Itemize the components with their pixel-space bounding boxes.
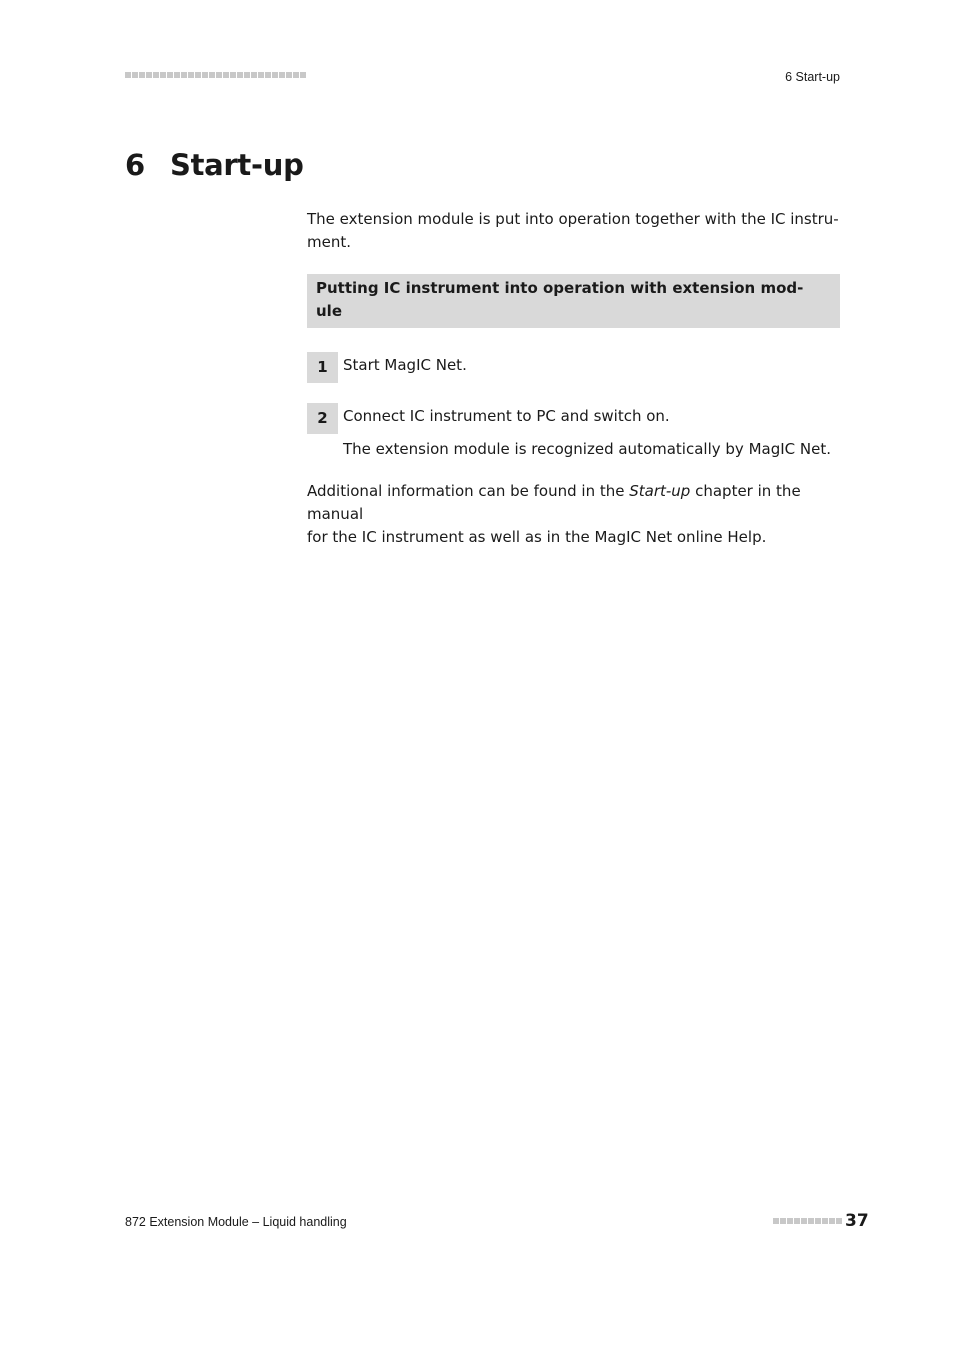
decorative-square (216, 72, 222, 78)
decorative-square (272, 72, 278, 78)
decorative-square (265, 72, 271, 78)
intro-line-2: ment. (307, 233, 351, 251)
footer-document-title: 872 Extension Module – Liquid handling (125, 1215, 347, 1229)
decorative-square (244, 72, 250, 78)
step-number-1: 1 (307, 352, 338, 383)
decorative-square (300, 72, 306, 78)
additional-line-2: for the IC instrument as well as in the MagIC Net online Help. (307, 528, 767, 546)
decorative-square (787, 1218, 793, 1224)
header-decoration (125, 72, 306, 78)
decorative-square (286, 72, 292, 78)
additional-emphasis: Start-up (629, 482, 691, 500)
decorative-square (139, 72, 145, 78)
decorative-square (146, 72, 152, 78)
step-text-2: Connect IC instrument to PC and switch on. (343, 407, 670, 425)
decorative-square (822, 1218, 828, 1224)
chapter-title-text: Start-up (170, 148, 304, 182)
decorative-square (174, 72, 180, 78)
procedure-title-line-2: ule (316, 302, 342, 320)
decorative-square (160, 72, 166, 78)
chapter-number: 6 (125, 148, 145, 182)
decorative-square (251, 72, 257, 78)
decorative-square (202, 72, 208, 78)
decorative-square (188, 72, 194, 78)
running-head: 6 Start-up (785, 70, 840, 84)
decorative-square (293, 72, 299, 78)
decorative-square (279, 72, 285, 78)
decorative-square (237, 72, 243, 78)
decorative-square (132, 72, 138, 78)
intro-line-1: The extension module is put into operation together with the IC instru- (307, 210, 839, 228)
decorative-square (258, 72, 264, 78)
decorative-square (153, 72, 159, 78)
decorative-square (181, 72, 187, 78)
decorative-square (230, 72, 236, 78)
decorative-square (808, 1218, 814, 1224)
decorative-square (125, 72, 131, 78)
decorative-square (801, 1218, 807, 1224)
decorative-square (836, 1218, 842, 1224)
decorative-square (223, 72, 229, 78)
decorative-square (209, 72, 215, 78)
decorative-square (195, 72, 201, 78)
decorative-square (167, 72, 173, 78)
step-text-1: Start MagIC Net. (343, 356, 467, 374)
procedure-heading (307, 274, 840, 328)
footer-decoration (773, 1218, 842, 1224)
page-number: 37 (845, 1211, 869, 1231)
decorative-square (794, 1218, 800, 1224)
chapter-title (125, 148, 304, 182)
additional-after: chapter in the manual (307, 482, 801, 523)
step-number-2: 2 (307, 403, 338, 434)
decorative-square (815, 1218, 821, 1224)
intro-paragraph (307, 208, 840, 254)
decorative-square (773, 1218, 779, 1224)
additional-info-paragraph (307, 480, 840, 549)
decorative-square (829, 1218, 835, 1224)
decorative-square (780, 1218, 786, 1224)
additional-before: Additional information can be found in the (307, 482, 630, 500)
procedure-title-line-1: Putting IC instrument into operation with extension mod- (316, 279, 804, 297)
step-result-2: The extension module is recognized automatically by MagIC Net. (343, 440, 831, 458)
